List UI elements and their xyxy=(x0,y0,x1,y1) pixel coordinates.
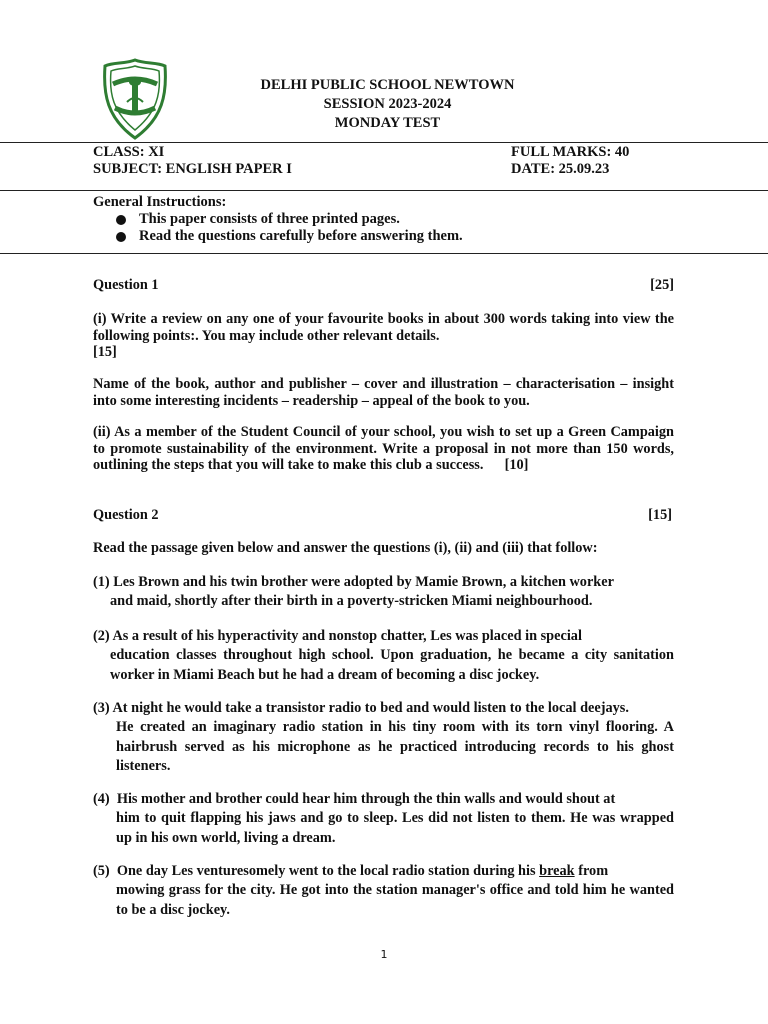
question-2-marks: [15] xyxy=(648,507,672,523)
instruction-item: Read the questions carefully before answering them. xyxy=(93,228,463,245)
part-ii-text: (ii) As a member of the Student Council of your school, you wish to set up a Green Campaign to promote sustainability of the environment. Write a proposal in not more than 150 words, outlining the steps that you will take to make this club a success. xyxy=(93,424,674,473)
school-name: DELHI PUBLIC SCHOOL NEWTOWN xyxy=(260,77,515,93)
test-title: MONDAY TEST xyxy=(334,115,441,131)
full-marks-label: FULL MARKS: 40 xyxy=(511,144,630,160)
meta-right xyxy=(511,144,629,178)
passage-paragraph-5: (5) One day Les venturesomely went to the local radio station during his break from mowing grass for the city. He got into the station manager's office and told him he wanted to be a disc jockey. xyxy=(93,863,674,918)
bullet-icon xyxy=(116,215,126,225)
review-points: Name of the book, author and publisher – cover and illustration – characterisation – insight into some interesting incidents – readership – appeal of the book to you. xyxy=(93,376,674,409)
page-number: 1 xyxy=(380,948,388,961)
divider-bottom xyxy=(0,253,768,254)
instruction-item: This paper consists of three printed pages. xyxy=(93,211,463,228)
question-1-heading xyxy=(93,277,674,294)
subject-label: SUBJECT: ENGLISH PAPER I xyxy=(93,161,292,177)
question-1-points xyxy=(93,376,674,409)
document-header xyxy=(0,76,768,133)
question-1-label: Question 1 xyxy=(93,277,159,293)
divider-top xyxy=(0,142,768,143)
session-label: SESSION 2023-2024 xyxy=(323,96,452,112)
passage-paragraph-3: (3) At night he would take a transistor radio to bed and would listen to the local deejays. He created an imaginary radio station in his tiny room with its torn vinyl flooring. A hairbrush served as his microphone as he practiced introducing records to his ghost listeners. xyxy=(93,700,674,774)
general-instructions xyxy=(93,194,463,245)
class-label: CLASS: XI xyxy=(93,144,165,160)
question-2-heading xyxy=(93,507,674,524)
meta-left xyxy=(93,144,292,178)
instructions-title: General Instructions: xyxy=(93,194,227,210)
date-label: DATE: 25.09.23 xyxy=(511,161,610,177)
question-2-label: Question 2 xyxy=(93,507,159,523)
part-i-text: (i) Write a review on any one of your favourite books in about 300 words taking into view the following points:. You may include other relevant details. xyxy=(93,311,674,344)
question-1-part-i xyxy=(93,311,674,361)
part-ii-marks: [10] xyxy=(504,457,529,473)
passage-paragraph-4: (4) His mother and brother could hear him through the thin walls and would shout at him to quit flapping his jaws and go to sleep. Les did not listen to them. He was wrapped up in his own world, living a dream. xyxy=(93,791,674,846)
divider-middle xyxy=(0,190,768,191)
passage-paragraph-2: (2) As a result of his hyperactivity and nonstop chatter, Les was placed in special education classes throughout high school. Upon graduation, he became a city sanitation worker in Miami Beach but he had a dream of becoming a disc jockey. xyxy=(93,628,674,683)
question-2-intro: Read the passage given below and answer the questions (i), (ii) and (iii) that follow: xyxy=(93,540,598,556)
underlined-word: break xyxy=(539,863,575,879)
question-1-marks: [25] xyxy=(650,277,674,293)
bullet-icon xyxy=(116,232,126,242)
passage-paragraph-1: (1) Les Brown and his twin brother were adopted by Mamie Brown, a kitchen worker and maid, shortly after their birth in a poverty-stricken Miami neighbourhood. xyxy=(93,574,614,610)
part-i-marks: [15] xyxy=(93,344,117,360)
question-1-part-ii xyxy=(93,424,674,474)
